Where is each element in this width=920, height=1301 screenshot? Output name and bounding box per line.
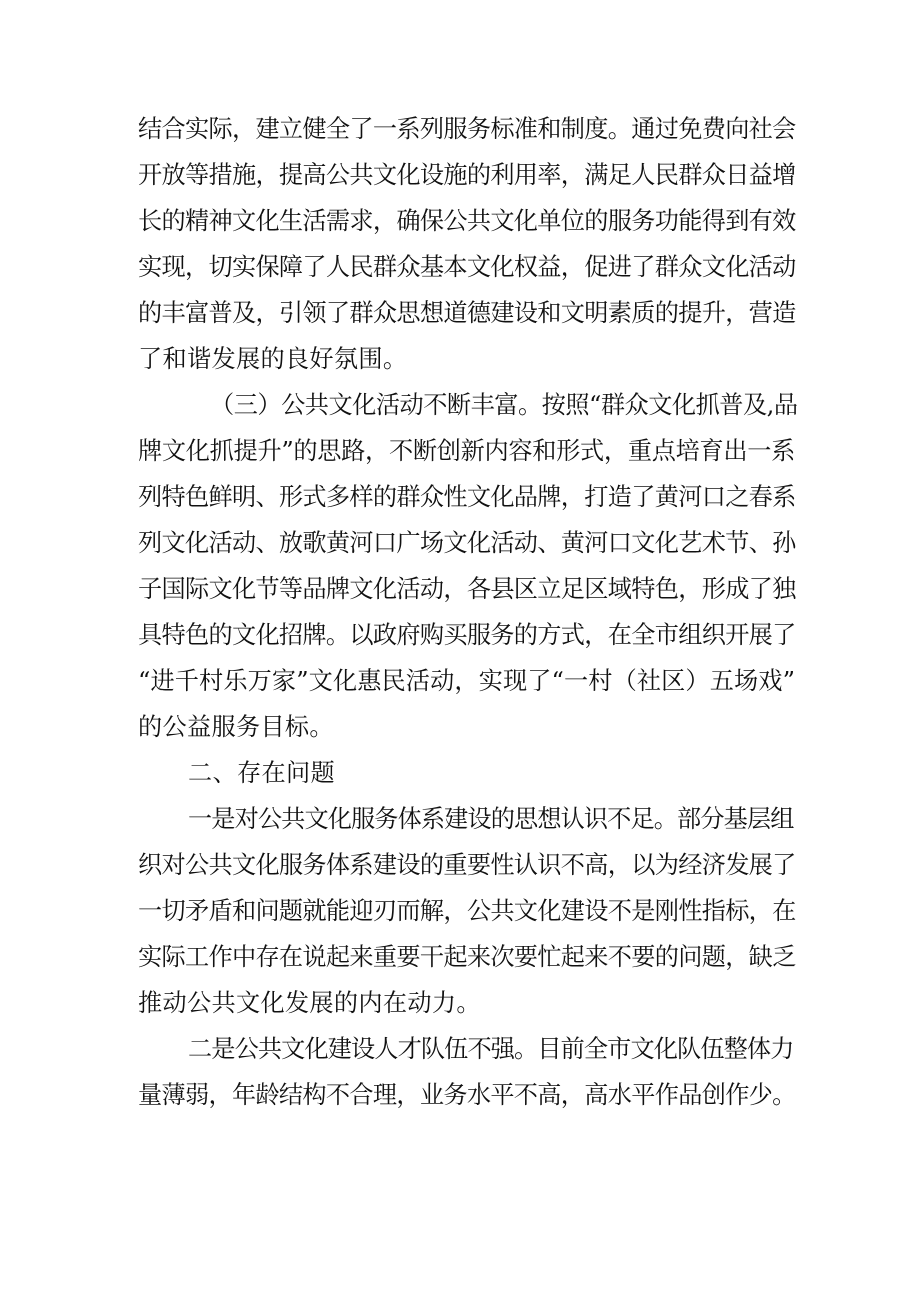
paragraph-line: 子国际文化节等品牌文化活动，各县区立足区域特色，形成了独	[138, 575, 796, 603]
paragraph-line: 一切矛盾和问题就能迎刃而解，公共文化建设不是刚性指标，在	[138, 897, 796, 925]
paragraph-line: （三）公共文化活动不断丰富。按照“群众文化抓普及,品	[210, 391, 798, 419]
paragraph-line: 的丰富普及，引领了群众思想道德建设和文明素质的提升，营造	[138, 299, 796, 327]
paragraph-line: 列文化活动、放歌黄河口广场文化活动、黄河口文化艺术节、孙	[138, 529, 796, 557]
paragraph-4	[138, 1026, 798, 1118]
paragraph-line: 推动公共文化发展的内在动力。	[138, 989, 481, 1017]
paragraph-line: 量薄弱，年龄结构不合理，业务水平不高，高水平作品创作少。	[138, 1081, 796, 1109]
section-heading-text: 二、存在问题	[188, 759, 335, 787]
paragraph-line: 二是公共文化建设人才队伍不强。目前全市文化队伍整体力	[188, 1035, 794, 1063]
paragraph-line: 的公益服务目标。	[138, 713, 334, 741]
paragraph-line: “进千村乐万家”文化惠民活动，实现了“一村（社区）五场戏”	[138, 667, 796, 695]
paragraph-line: 一是对公共文化服务体系建设的思想认识不足。部分基层组	[188, 805, 794, 833]
paragraph-line: 牌文化抓提升”的思路，不断创新内容和形式，重点培育出一系	[138, 437, 796, 465]
section-heading	[138, 750, 798, 796]
paragraph-line: 结合实际，建立健全了一系列服务标准和制度。通过免费向社会	[138, 115, 796, 143]
paragraph-line: 实现，切实保障了人民群众基本文化权益，促进了群众文化活动	[138, 253, 796, 281]
paragraph-line: 了和谐发展的良好氛围。	[138, 345, 408, 373]
paragraph-line: 具特色的文化招牌。以政府购买服务的方式，在全市组织开展了	[138, 621, 796, 649]
paragraph-1	[138, 106, 798, 382]
paragraph-line: 开放等措施，提高公共文化设施的利用率，满足人民群众日益增	[138, 161, 796, 189]
paragraph-3	[138, 796, 798, 1026]
paragraph-line: 织对公共文化服务体系建设的重要性认识不高，以为经济发展了	[138, 851, 796, 879]
paragraph-2	[138, 382, 798, 750]
paragraph-line: 列特色鲜明、形式多样的群众性文化品牌，打造了黄河口之春系	[138, 483, 796, 511]
paragraph-line: 长的精神文化生活需求，确保公共文化单位的服务功能得到有效	[138, 207, 796, 235]
paragraph-line: 实际工作中存在说起来重要干起来次要忙起来不要的问题，缺乏	[138, 943, 796, 971]
